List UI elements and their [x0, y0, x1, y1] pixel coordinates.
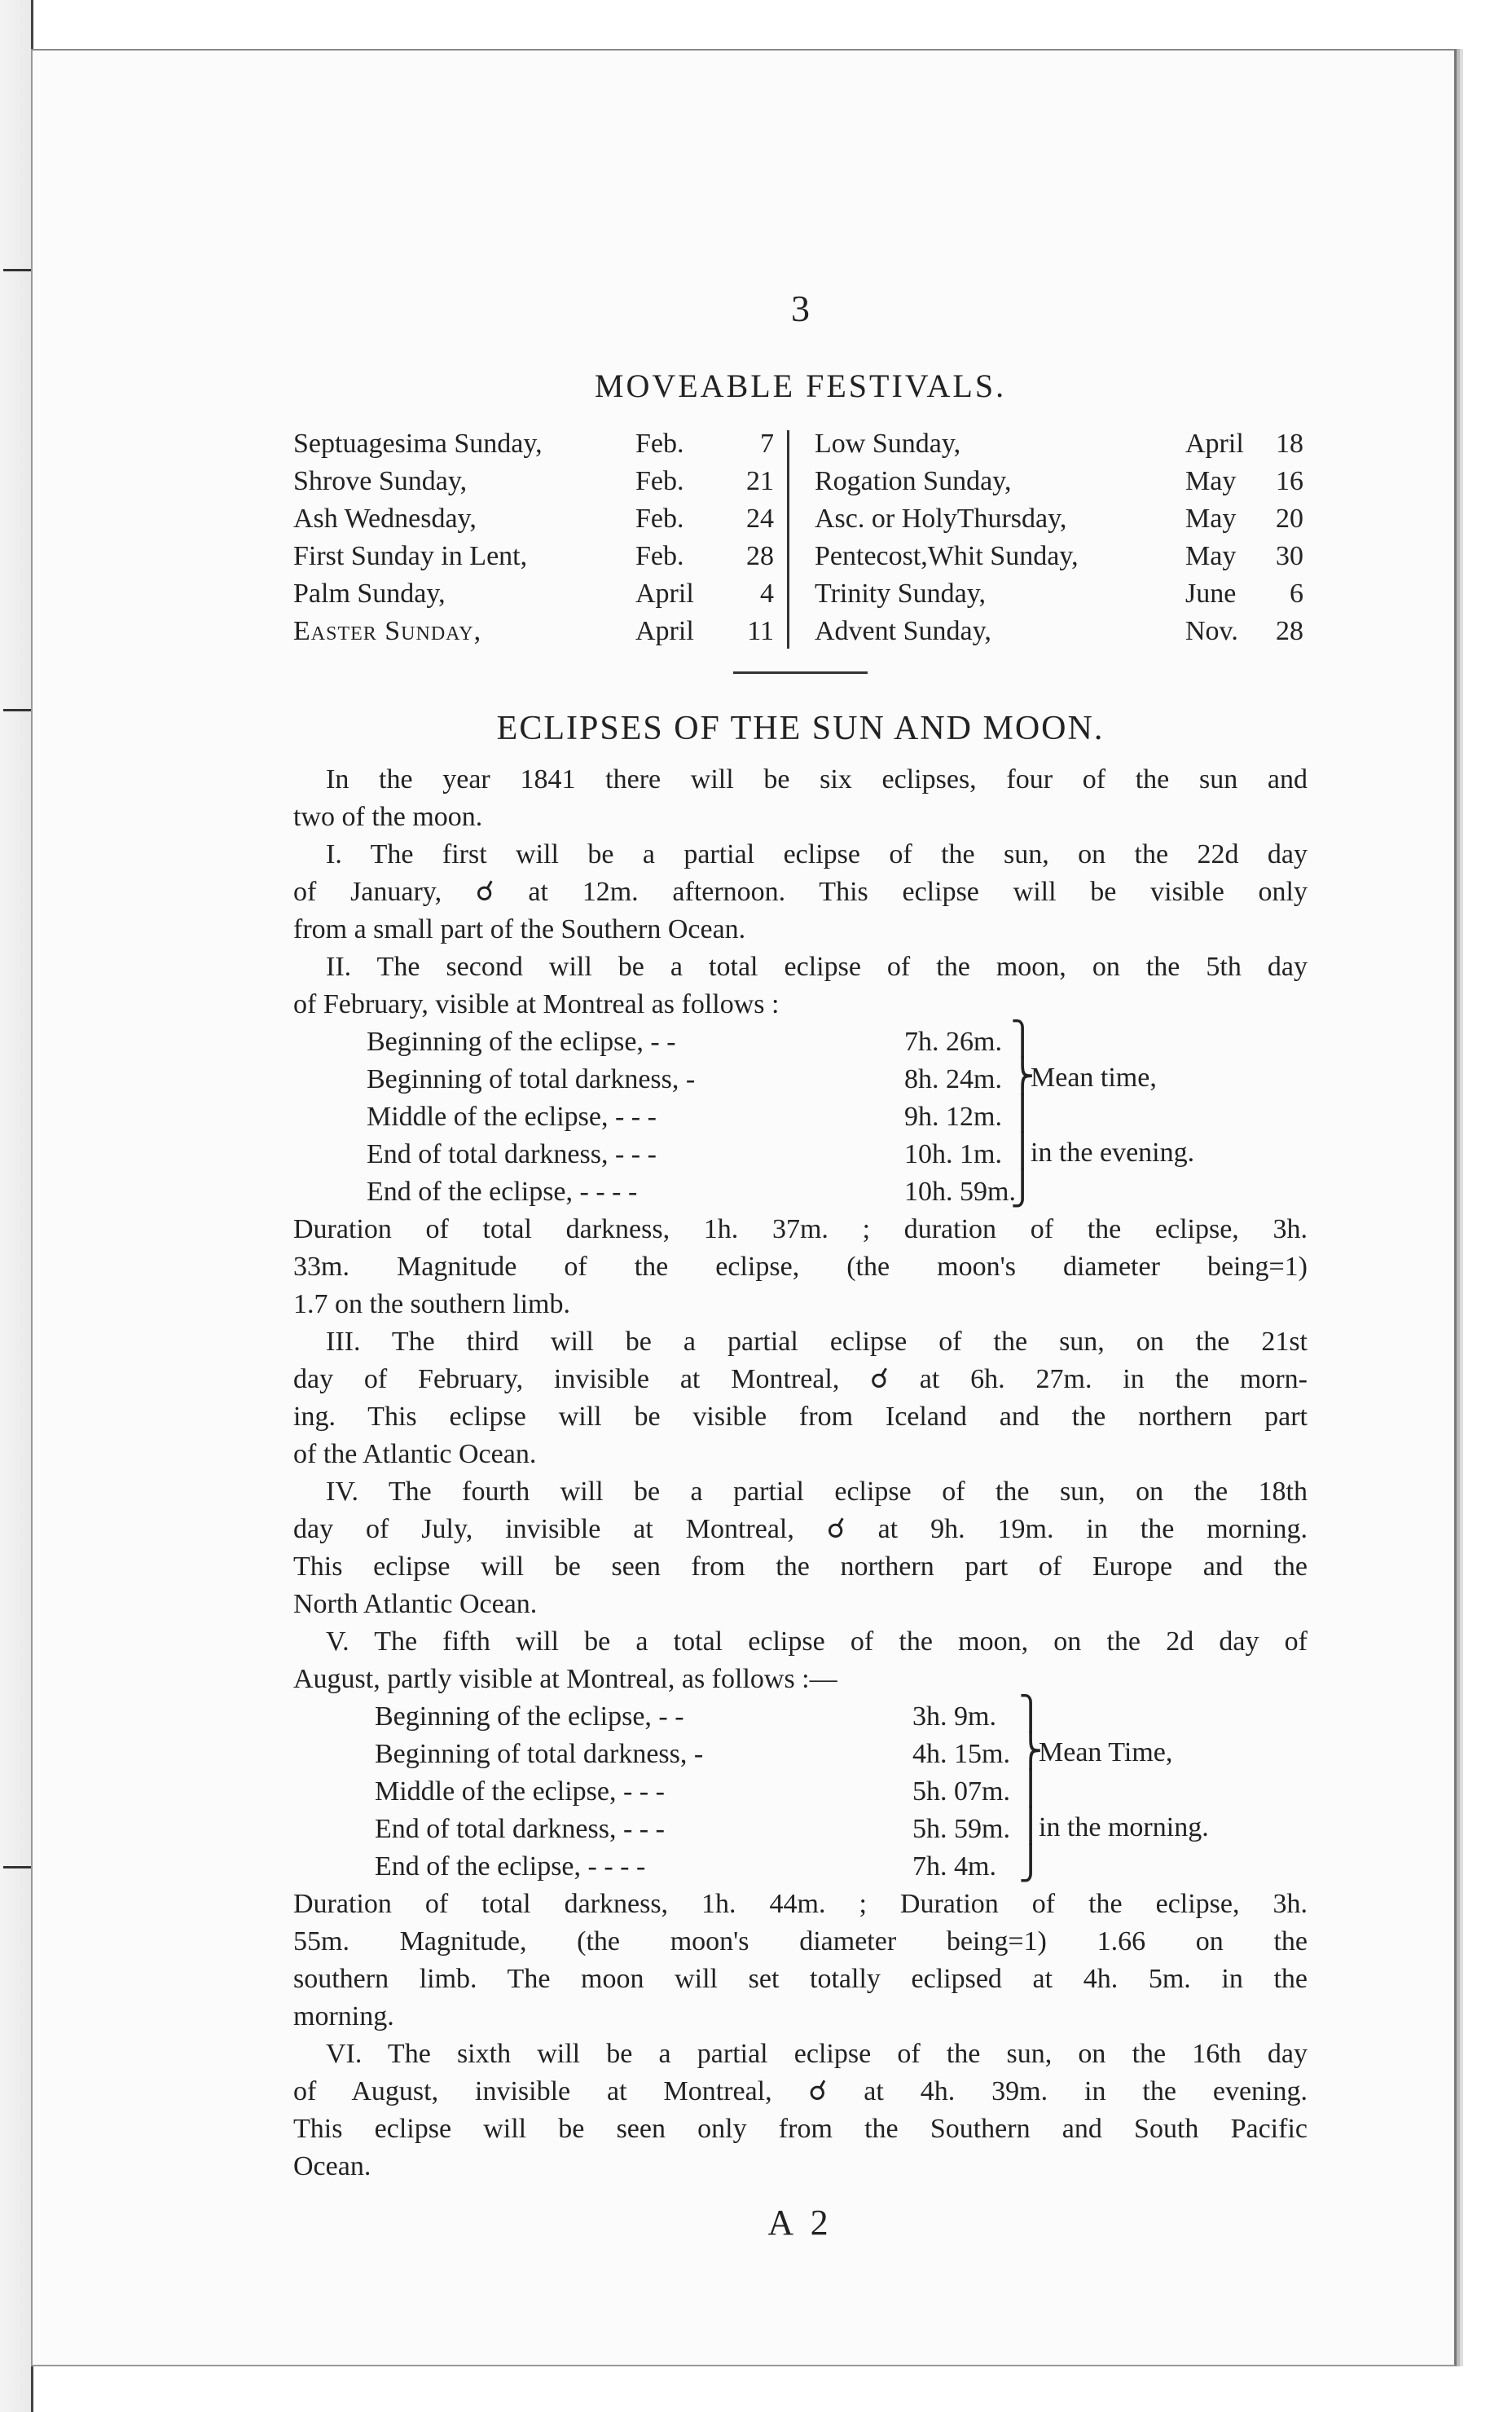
timing-row [375, 1698, 1312, 1736]
third-eclipse-paragraph [293, 1323, 1308, 1473]
festival-row [293, 538, 774, 575]
festival-month: Feb. [635, 504, 684, 534]
festival-name: Low Sunday, [815, 429, 961, 459]
festival-day: 28 [1276, 616, 1303, 646]
text-line: August, partly visible at Montreal, as follows :— [293, 1664, 837, 1694]
timing-label: Beginning of total darkness, - [367, 1064, 696, 1094]
page-sheet [31, 49, 1457, 2366]
fifth-morning-note: in the morning. [1039, 1812, 1209, 1842]
festival-row [815, 575, 1303, 613]
timing-label: Middle of the eclipse, - - - [375, 1776, 665, 1807]
festival-day: 24 [746, 504, 774, 534]
timing-label: End of total darkness, - - - [375, 1814, 665, 1844]
festival-month: April [635, 616, 694, 646]
text-line: day of July, invisible at Montreal, ☌ at 9h. 19m. in the morning. [293, 1514, 1308, 1544]
section-rule [733, 671, 868, 674]
text-line: of January, ☌ at 12m. afternoon. This eclipse will be visible only [293, 877, 1308, 907]
text-line: 1.7 on the southern limb. [293, 1289, 570, 1319]
festival-row [815, 538, 1303, 575]
text-line: Duration of total darkness, 1h. 37m. ; duration of the eclipse, 3h. [293, 1214, 1308, 1244]
festival-row [293, 613, 774, 650]
festival-row [815, 425, 1303, 463]
festival-month: May [1185, 541, 1237, 571]
timing-label: Beginning of total darkness, - [375, 1739, 704, 1769]
text-line: II. The second will be a total eclipse of the moon, on the 5th day [326, 952, 1308, 982]
text-line: 55m. Magnitude, (the moon's diameter being=1) 1.66 on the [293, 1926, 1308, 1956]
text-line: Ocean. [293, 2151, 371, 2181]
text-line: IV. The fourth will be a partial eclipse of the sun, on the 18th [326, 1477, 1308, 1507]
festival-name: Asc. or HolyThursday, [815, 504, 1067, 534]
timing-label: End of the eclipse, - - - - [375, 1851, 646, 1882]
text-line: Duration of total darkness, 1h. 44m. ; Duration of the eclipse, 3h. [293, 1889, 1308, 1919]
festival-row [293, 575, 774, 613]
festival-name: First Sunday in Lent, [293, 541, 528, 571]
festival-month: May [1185, 466, 1237, 496]
book-spine [0, 0, 33, 2412]
festival-row [293, 425, 774, 463]
text-line: from a small part of the Southern Ocean. [293, 914, 746, 944]
text-line: of August, invisible at Montreal, ☌ at 4h. 39m. in the evening. [293, 2076, 1308, 2106]
eclipses-title: ECLIPSES OF THE SUN AND MOON. [496, 710, 1105, 747]
timing-label: Beginning of the eclipse, - - [375, 1701, 684, 1732]
festival-month: May [1185, 504, 1237, 534]
festival-day: 18 [1276, 429, 1303, 459]
festival-name: Trinity Sunday, [815, 579, 987, 609]
text-line: In the year 1841 there will be six eclipses, four of the sun and [326, 764, 1308, 794]
first-eclipse-paragraph [293, 836, 1308, 949]
festivals-right-column [815, 425, 1303, 650]
sixth-eclipse-paragraph [293, 2036, 1308, 2185]
text-line: North Atlantic Ocean. [293, 1589, 538, 1619]
timing-value: 5h. 59m. [912, 1814, 1010, 1844]
timing-label: Middle of the eclipse, - - - [367, 1102, 657, 1132]
timing-value: 7h. 4m. [912, 1851, 996, 1882]
bracket-right: ⎫ ⎬ ⎪ ⎪ ⎭ [1010, 1020, 1035, 1207]
timing-label: End of the eclipse, - - - - [367, 1177, 638, 1207]
festival-day: 21 [746, 466, 774, 496]
festival-month: Feb. [635, 466, 684, 496]
festival-month: Feb. [635, 429, 684, 459]
timing-row [375, 1773, 1312, 1811]
text-line: of February, visible at Montreal as follows : [293, 989, 780, 1019]
signature-mark: A 2 [767, 2203, 833, 2243]
timing-row [367, 1023, 1303, 1061]
timing-value: 7h. 26m. [904, 1027, 1002, 1057]
timing-value: 9h. 12m. [904, 1102, 1002, 1132]
second-eclipse-paragraph [293, 949, 1308, 1023]
text-line: morning. [293, 2001, 394, 2031]
fifth-eclipse-duration [293, 1886, 1308, 2036]
text-line: V. The fifth will be a total eclipse of the moon, on the 2d day of [326, 1626, 1308, 1657]
timing-row [367, 1061, 1303, 1098]
text-line: I. The first will be a partial eclipse of the sun, on the 22d day [326, 839, 1308, 869]
text-line: southern limb. The moon will set totally eclipsed at 4h. 5m. in the [293, 1964, 1308, 1994]
festival-day: 4 [760, 579, 774, 609]
text-line: This eclipse will be seen from the northern part of Europe and the [293, 1552, 1308, 1582]
festival-name: Ash Wednesday, [293, 504, 477, 534]
festival-name: Rogation Sunday, [815, 466, 1012, 496]
second-eclipse-duration [293, 1211, 1308, 1323]
festival-name: Septuagesima Sunday, [293, 429, 543, 459]
festivals-title: MOVEABLE FESTIVALS. [594, 368, 1007, 404]
fifth-mean-time-note: Mean Time, [1039, 1737, 1173, 1767]
timing-label: Beginning of the eclipse, - - [367, 1027, 676, 1057]
festival-row [293, 500, 774, 538]
timing-row [367, 1098, 1303, 1136]
fourth-eclipse-paragraph [293, 1473, 1308, 1623]
festival-month: Nov. [1185, 616, 1238, 646]
text-line: 33m. Magnitude of the eclipse, (the moon's diameter being=1) [293, 1252, 1308, 1282]
timing-value: 10h. 1m. [904, 1139, 1002, 1169]
festival-row [293, 463, 774, 500]
second-mean-time-note: Mean time, [1031, 1063, 1157, 1093]
festival-name: Pentecost,Whit Sunday, [815, 541, 1079, 571]
text-line: ing. This eclipse will be visible from Iceland and the northern part [293, 1402, 1308, 1432]
text-line: VI. The sixth will be a partial eclipse of the sun, on the 16th day [326, 2039, 1308, 2069]
festival-name: Easter Sunday, [293, 616, 482, 646]
timing-value: 5h. 07m. [912, 1776, 1010, 1807]
festival-day: 6 [1290, 579, 1303, 609]
fifth-eclipse-paragraph [293, 1623, 1308, 1698]
festival-day: 30 [1276, 541, 1303, 571]
second-evening-note: in the evening. [1031, 1138, 1195, 1168]
text-line: two of the moon. [293, 802, 483, 832]
festival-month: June [1185, 579, 1237, 609]
festival-row [815, 613, 1303, 650]
festival-name: Advent Sunday, [815, 616, 991, 646]
festival-day: 11 [747, 616, 774, 646]
page-number: 3 [791, 288, 810, 329]
second-eclipse-times [367, 1023, 1303, 1211]
fifth-eclipse-times [375, 1698, 1312, 1886]
festival-row [815, 500, 1303, 538]
festival-day: 16 [1276, 466, 1303, 496]
timing-label: End of total darkness, - - - [367, 1139, 657, 1169]
festival-name: Palm Sunday, [293, 579, 446, 609]
festival-month: April [1185, 429, 1244, 459]
text-line: day of February, invisible at Montreal, ☌ at 6h. 27m. in the morn- [293, 1364, 1308, 1394]
timing-row [375, 1848, 1312, 1886]
timing-value: 4h. 15m. [912, 1739, 1010, 1769]
timing-value: 10h. 59m. [904, 1177, 1016, 1207]
festival-day: 28 [746, 541, 774, 571]
timing-row [367, 1173, 1303, 1211]
festival-row [815, 463, 1303, 500]
bracket-right: ⎫ ⎬ ⎪ ⎪ ⎭ [1018, 1695, 1043, 1882]
festival-month: April [635, 579, 694, 609]
timing-value: 3h. 9m. [912, 1701, 996, 1732]
text-line: This eclipse will be seen only from the Southern and South Pacific [293, 2114, 1308, 2144]
festival-day: 20 [1276, 504, 1303, 534]
eclipses-intro [293, 761, 1308, 836]
timing-value: 8h. 24m. [904, 1064, 1002, 1094]
text-line: of the Atlantic Ocean. [293, 1439, 537, 1469]
column-divider [787, 430, 789, 649]
festival-month: Feb. [635, 541, 684, 571]
festival-day: 7 [760, 429, 774, 459]
festivals-left-column [293, 425, 774, 650]
festival-name: Shrove Sunday, [293, 466, 468, 496]
text-line: III. The third will be a partial eclipse of the sun, on the 21st [326, 1327, 1308, 1357]
